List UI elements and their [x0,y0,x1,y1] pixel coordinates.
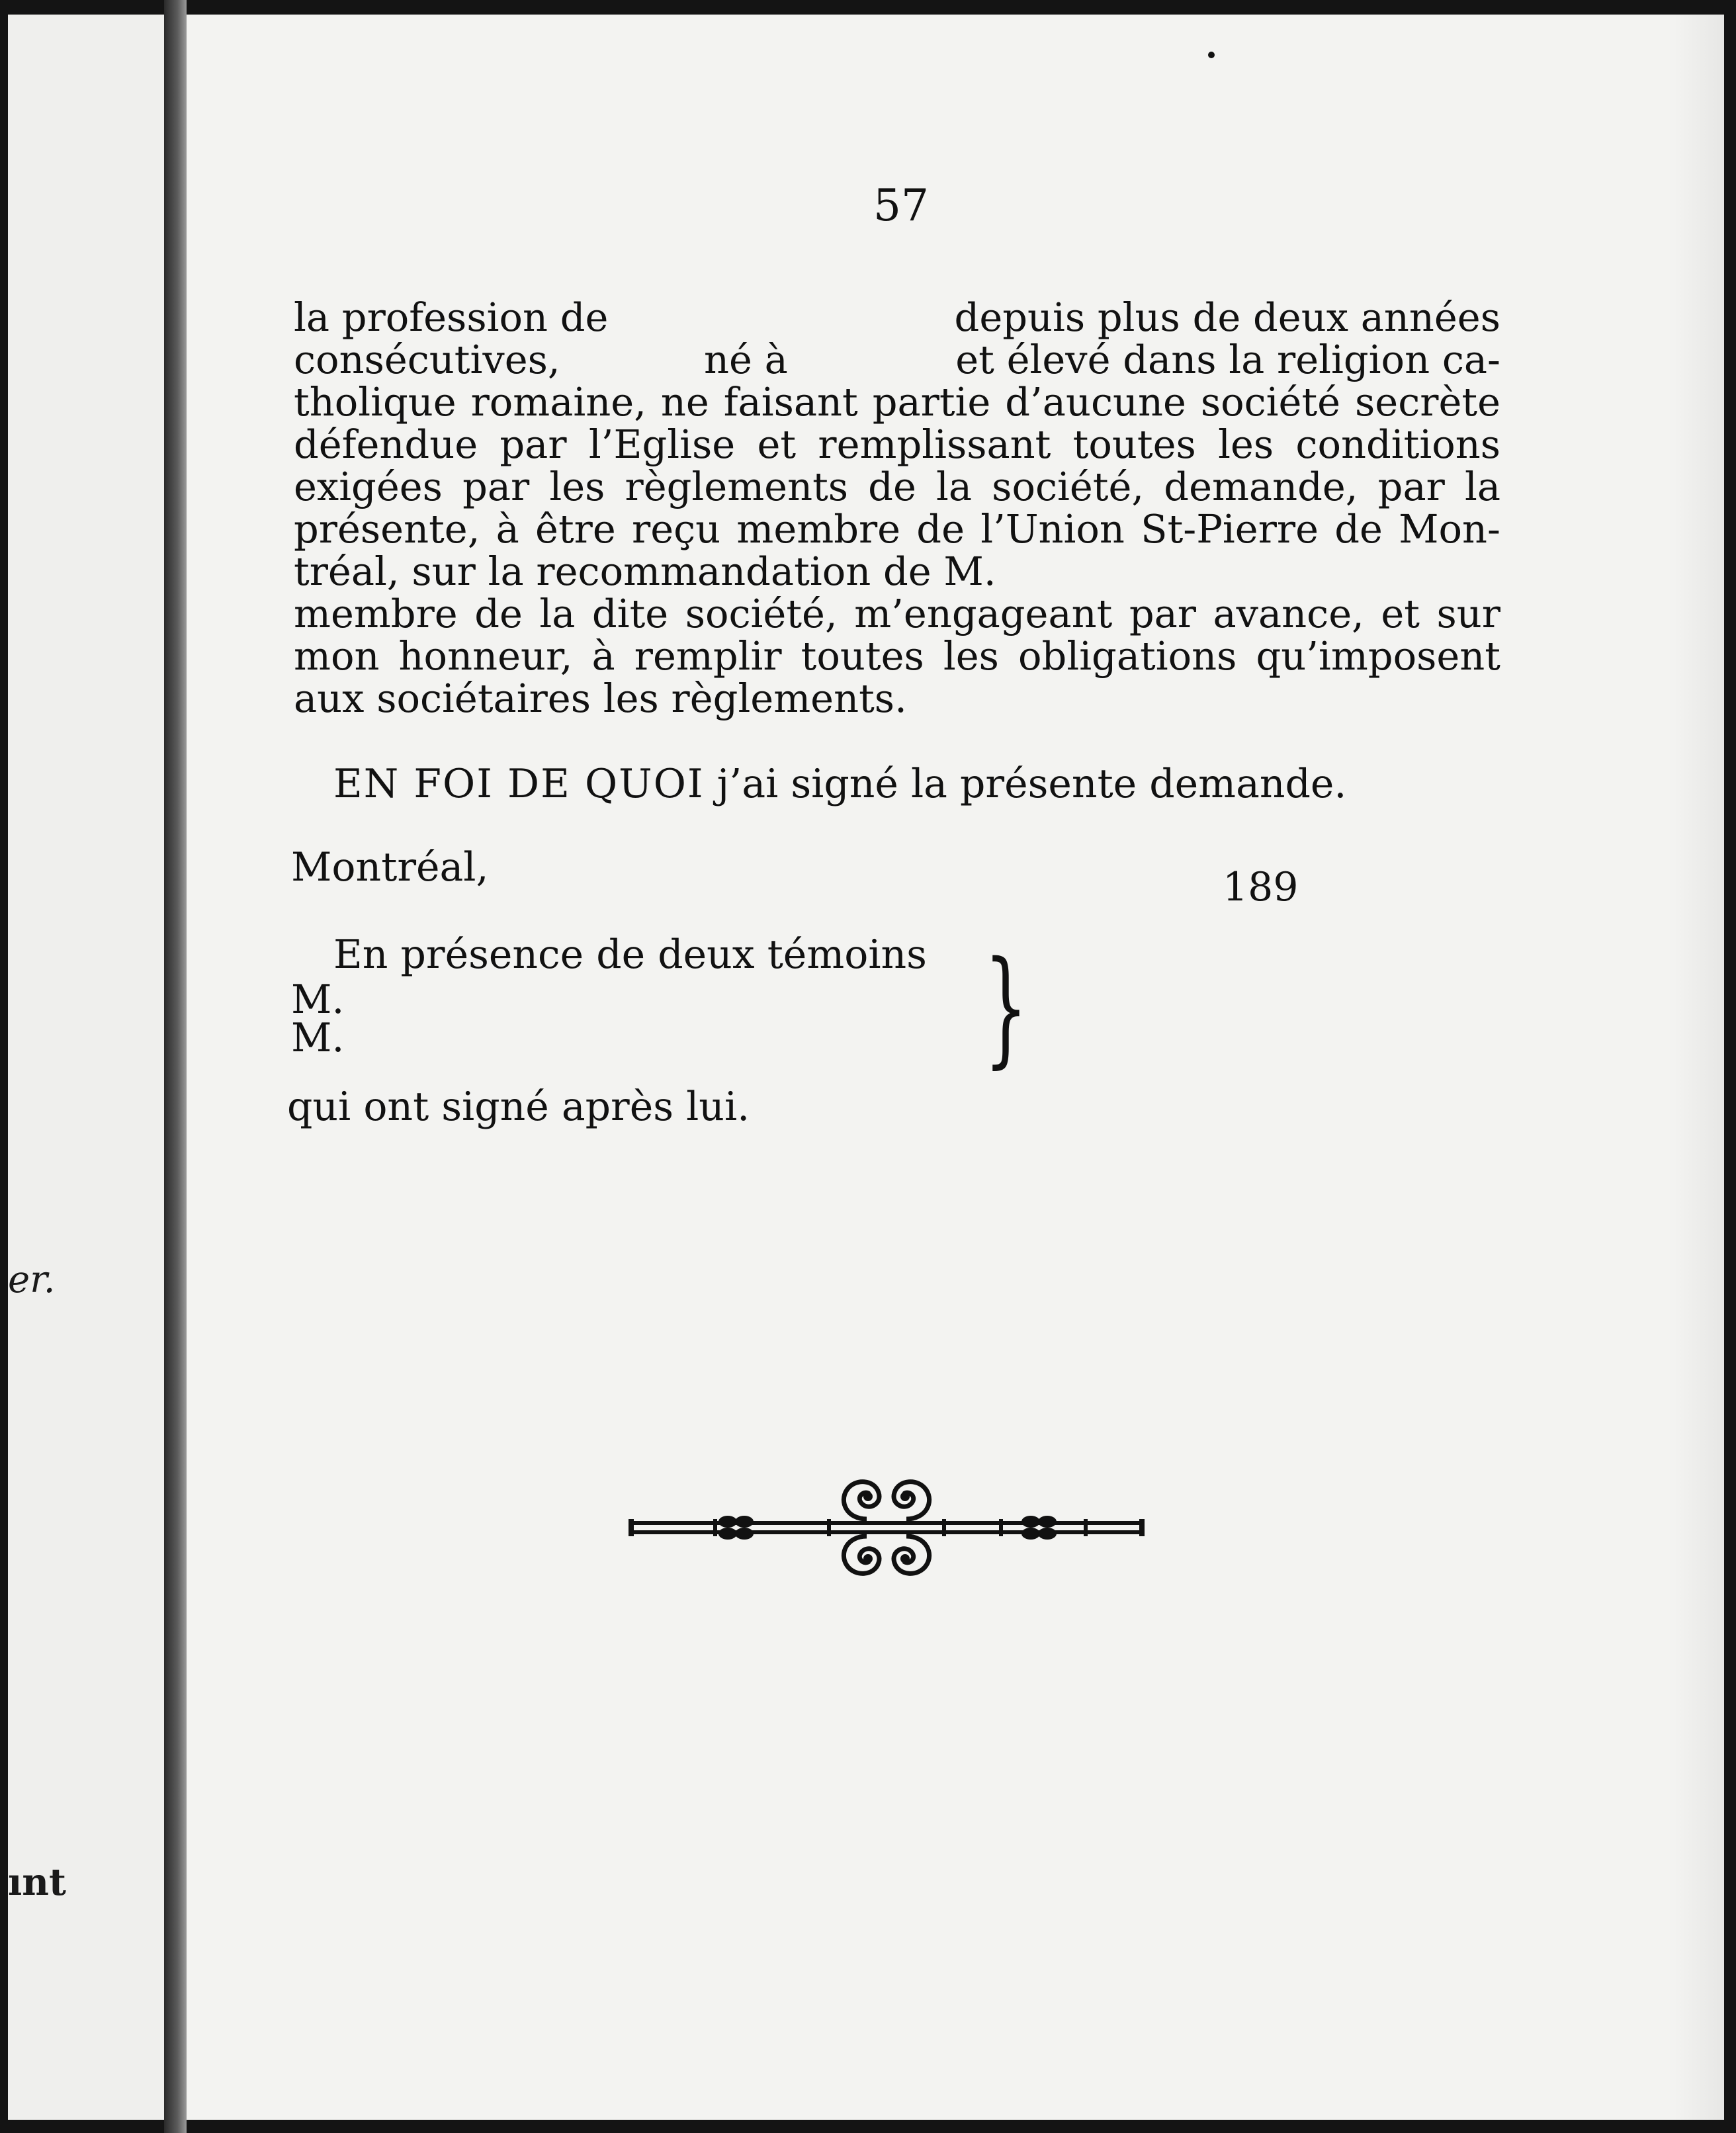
text-line: exigées par les règlements de la société, demande, par la [294,464,1500,509]
date-place: Montréal, [291,844,489,891]
facing-page-fragment: er. [8,1258,56,1301]
text-line: membre de la dite société, m’engageant par avance, et sur [294,591,1500,636]
text-segment: consécutives, [294,337,560,382]
facing-page-fragment: ınt [8,1860,66,1904]
text-line [294,296,1500,339]
witness-line: M. [291,1015,345,1061]
text-line [294,339,1500,381]
scan-border-top [0,0,1736,15]
text-line: mon honneur, à remplir toutes les obligations qu’imposent [294,633,1500,679]
scan-border-right [1724,0,1736,2133]
text-line: défendue par l’Eglise et remplissant toutes les conditions [294,421,1500,467]
closing-line: qui ont signé après lui. [287,1084,750,1130]
attestation-line [333,761,1346,807]
decorative-ornament-icon [629,1462,1145,1594]
attestation-caps: EN FOI DE QUOI [333,761,705,807]
witness-intro: En présence de deux témoins [333,932,927,978]
page-edge-shadow [1674,15,1724,2120]
text-line: aux sociétaires les règlements. [294,675,907,721]
print-speck [1208,52,1215,58]
text-segment: né à [704,337,788,382]
text-line: tholique romaine, ne faisant partie d’aucune société secrète [294,379,1500,425]
text-line: présente, à être reçu membre de l’Union St-Pierre de Mon- [294,506,1500,552]
witness-brace: } [984,934,1028,1080]
date-year: 189 [1223,864,1299,910]
text-line: tréal, sur la recommandation de M. [294,548,996,594]
page-number: 57 [873,180,929,231]
facing-page-strip [8,15,164,2120]
application-form-text [294,296,1500,720]
text-segment: et élevé dans la religion ca- [955,337,1500,382]
text-segment: la profession de [294,294,609,340]
book-spine-shadow [164,0,187,2133]
scan-border-bottom [0,2120,1736,2133]
text-segment: depuis plus de deux années [954,294,1500,340]
attestation-text: j’ai signé la présente demande. [716,761,1347,807]
scan-border-left [0,0,8,2133]
witness-line: M. [291,977,345,1023]
